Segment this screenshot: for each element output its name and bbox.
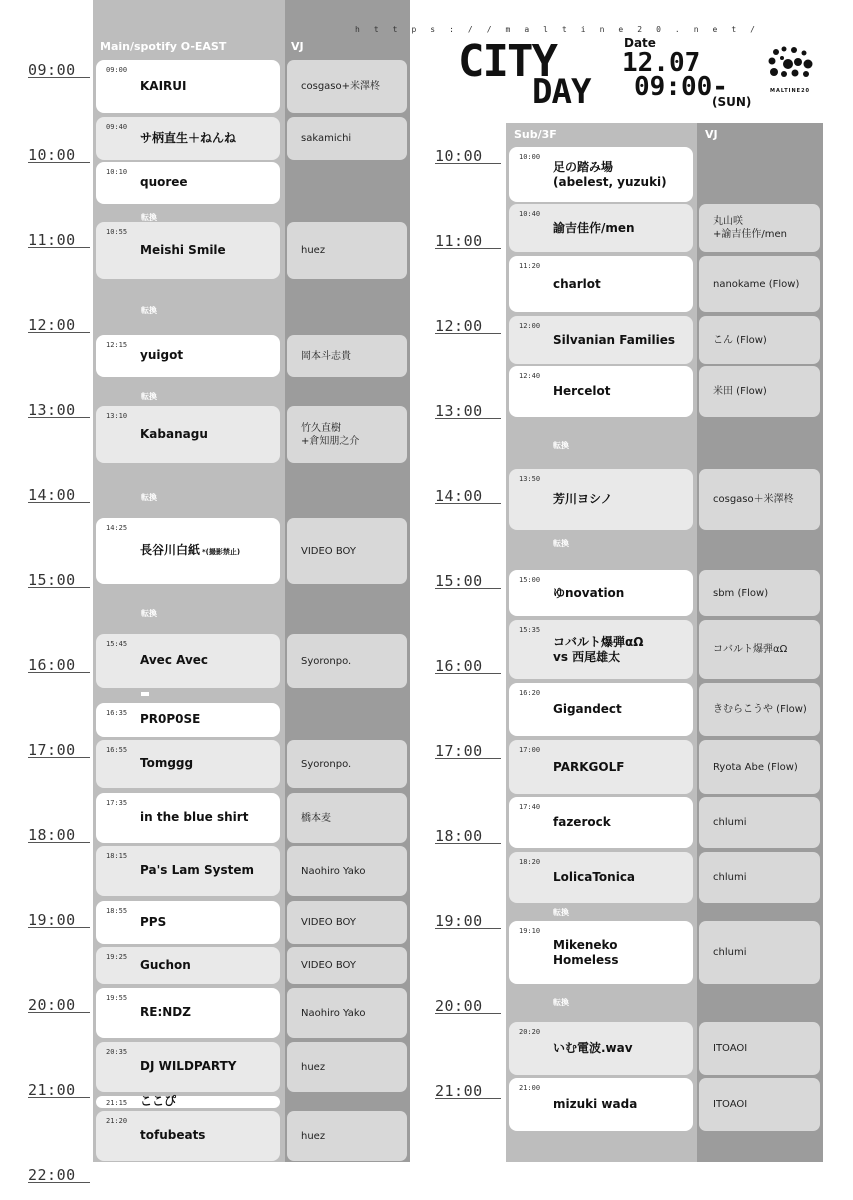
vj-card[interactable]: [699, 620, 820, 679]
slot-card[interactable]: [509, 1022, 693, 1075]
slot-time: 18:20: [519, 858, 541, 866]
vj-card[interactable]: [699, 852, 820, 903]
slot-card[interactable]: [509, 921, 693, 984]
slot-time: 17:00: [519, 746, 541, 754]
vj-card[interactable]: [287, 1111, 407, 1161]
vj-name: きむらこうや (Flow): [713, 704, 807, 715]
slot-card[interactable]: [509, 256, 693, 312]
slot-time: 15:35: [519, 626, 541, 634]
changeover-label: 転換: [141, 609, 157, 618]
slot-card[interactable]: [509, 204, 693, 252]
slot-time: 15:00: [519, 576, 541, 584]
slot-card[interactable]: [509, 683, 693, 736]
artist-name: 諭吉佳作/men: [553, 220, 635, 235]
slot-card[interactable]: [509, 852, 693, 903]
artist-name: Tomggg: [140, 756, 194, 770]
vj-name: Naohiro Yako: [301, 1007, 366, 1019]
slot-time: 20:20: [519, 1028, 541, 1036]
maltine-logo: [762, 44, 822, 88]
vj-card[interactable]: [287, 406, 407, 463]
slot-time: 16:20: [519, 689, 541, 697]
artist-name: ゆnovation: [553, 585, 625, 600]
vj-card[interactable]: [699, 921, 820, 984]
sub-vj-title: VJ: [705, 128, 718, 141]
slot-card[interactable]: [96, 335, 280, 377]
vj-name: VIDEO BOY: [301, 960, 356, 971]
hour-label: 17:00: [28, 741, 76, 759]
vj-card[interactable]: [699, 570, 820, 616]
slot-card[interactable]: [509, 740, 693, 794]
slot-time: 12:15: [106, 341, 128, 349]
event-time: 09:00-: [634, 72, 728, 102]
artist-name: Meishi Smile: [140, 242, 226, 257]
artist-name: コバルト爆弾αΩ vs 西尾雄太: [553, 634, 644, 664]
slot-time: 21:00: [519, 1084, 541, 1092]
hour-label: 18:00: [435, 827, 483, 845]
hour-label: 11:00: [28, 231, 76, 249]
vj-name: Syoronpo.: [301, 758, 352, 770]
slot-time: 16:55: [106, 746, 128, 754]
vj-name: VIDEO BOY: [301, 917, 356, 928]
vj-name: cosgaso+米澤柊: [301, 81, 381, 92]
main-stage-title: Main/spotify O-EAST: [100, 40, 227, 53]
artist-name: 足の踏み場 (abelest, yuzuki): [553, 159, 667, 189]
vj-name: VIDEO BOY: [301, 545, 356, 557]
vj-name: sbm (Flow): [713, 587, 769, 599]
vj-card[interactable]: [287, 1042, 407, 1092]
slot-card[interactable]: [96, 846, 280, 896]
vj-name: chlumi: [713, 872, 747, 883]
artist-name: KAIRUI: [140, 78, 187, 93]
slot-card[interactable]: [509, 620, 693, 679]
vj-name: huez: [301, 245, 326, 256]
changeover-label: 転換: [141, 493, 157, 502]
artist-name: Guchon: [140, 957, 191, 972]
hour-label: 12:00: [435, 317, 483, 335]
slot-card[interactable]: [96, 222, 280, 279]
hour-label: 18:00: [28, 826, 76, 844]
hour-label: 11:00: [435, 232, 483, 250]
hour-label: 20:00: [28, 996, 76, 1014]
slot-card[interactable]: [96, 1111, 280, 1161]
slot-card[interactable]: [96, 988, 280, 1038]
slot-time: 17:35: [106, 799, 128, 807]
vj-card[interactable]: [287, 740, 407, 788]
event-weekday: (SUN): [712, 95, 752, 109]
slot-time: 13:10: [106, 412, 128, 420]
date-label: Date: [624, 36, 656, 50]
slot-card[interactable]: [96, 901, 280, 944]
slot-card[interactable]: [509, 366, 693, 417]
slot-card[interactable]: [96, 634, 280, 688]
slot-time: 14:25: [106, 524, 128, 532]
artist-name: PARKGOLF: [553, 759, 625, 774]
hour-label: 15:00: [28, 571, 76, 589]
artist-name: fazerock: [553, 815, 611, 829]
artist-name: mizuki wada: [553, 1097, 638, 1111]
vj-card[interactable]: [699, 469, 820, 530]
artist-name: in the blue shirt: [140, 810, 249, 824]
artist-name: LolicaTonica: [553, 870, 636, 884]
changeover-label: 転換: [553, 998, 569, 1007]
hour-label: 10:00: [435, 147, 483, 165]
artist-name: サ柄直生＋ねんね: [140, 130, 237, 145]
slot-time: 19:55: [106, 994, 128, 1002]
vj-name: Ryota Abe (Flow): [713, 761, 798, 773]
vj-name: nanokame (Flow): [713, 278, 800, 290]
site-url: https://maltine20.net/: [355, 25, 769, 34]
hour-label: 13:00: [28, 401, 76, 419]
vj-card[interactable]: [699, 204, 820, 252]
slot-card[interactable]: [96, 793, 280, 843]
changeover-label: 転換: [141, 306, 157, 315]
slot-card[interactable]: [509, 469, 693, 530]
slot-card[interactable]: [96, 406, 280, 463]
hour-label: 16:00: [435, 657, 483, 675]
vj-card[interactable]: [699, 1022, 820, 1075]
vj-card[interactable]: [287, 117, 407, 160]
slot-card[interactable]: [509, 797, 693, 848]
vj-name: 橋本麦: [301, 812, 331, 824]
changeover-label: 転換: [141, 392, 157, 401]
artist-name: DJ WILDPARTY: [140, 1059, 237, 1073]
slot-card[interactable]: [509, 570, 693, 616]
artist-name: Silvanian Families: [553, 332, 675, 347]
hour-label: 20:00: [435, 997, 483, 1015]
vj-name: Naohiro Yako: [301, 865, 366, 877]
vj-name: コバルト爆弾αΩ: [713, 644, 788, 655]
vj-name: chlumi: [713, 817, 747, 828]
slot-card[interactable]: [96, 740, 280, 788]
vj-card[interactable]: [287, 335, 407, 377]
vj-card[interactable]: [287, 222, 407, 279]
hour-label: 16:00: [28, 656, 76, 674]
vj-name: huez: [301, 1061, 326, 1073]
vj-card[interactable]: [699, 740, 820, 794]
artist-name: Mikeneko Homeless: [553, 937, 619, 967]
hour-label: 21:00: [28, 1081, 76, 1099]
hour-label: 19:00: [28, 911, 76, 929]
slot-time: 09:00: [106, 66, 128, 74]
vj-name: 丸山咲 +諭吉佳作/men: [713, 216, 787, 240]
slot-time: 20:35: [106, 1048, 128, 1056]
vj-name: sakamichi: [301, 133, 352, 144]
slot-time: 18:15: [106, 852, 128, 860]
changeover-marker: [141, 692, 149, 696]
slot-card[interactable]: [96, 60, 280, 113]
hour-label: 09:00: [28, 61, 76, 79]
changeover-label: 転換: [141, 213, 157, 222]
slot-time: 13:50: [519, 475, 541, 483]
artist-name: tofubeats: [140, 1128, 206, 1142]
vj-card[interactable]: [287, 634, 407, 688]
artist-name: 長谷川白紙 *(撮影禁止): [140, 543, 241, 557]
hour-label: 13:00: [435, 402, 483, 420]
vj-card[interactable]: [699, 316, 820, 364]
hour-label: 14:00: [435, 487, 483, 505]
vj-card[interactable]: [699, 256, 820, 312]
slot-card[interactable]: [509, 316, 693, 364]
slot-card[interactable]: [96, 947, 280, 984]
vj-card[interactable]: [699, 797, 820, 848]
hour-label: 22:00: [28, 1166, 76, 1184]
vj-name: こん (Flow): [713, 334, 767, 346]
vj-card[interactable]: [699, 683, 820, 736]
artist-name: quoree: [140, 175, 188, 189]
slot-time: 21:15: [106, 1099, 128, 1107]
vj-name: 竹久直樹 +倉知朋之介: [301, 422, 360, 447]
slot-card[interactable]: [96, 117, 280, 160]
hour-label: 14:00: [28, 486, 76, 504]
artist-name: charlot: [553, 276, 601, 291]
event-date: 12.07: [622, 48, 701, 78]
artist-name: Avec Avec: [140, 653, 209, 667]
changeover-label: 転換: [553, 908, 569, 917]
hour-label: 10:00: [28, 146, 76, 164]
slot-card[interactable]: [96, 1096, 280, 1108]
vj-card[interactable]: [287, 901, 407, 944]
vj-card[interactable]: [699, 366, 820, 417]
sub-stage-title: Sub/3F: [514, 128, 557, 141]
vj-name: huez: [301, 1130, 326, 1142]
vj-card[interactable]: [287, 846, 407, 896]
hour-label: 12:00: [28, 316, 76, 334]
artist-name: PPS: [140, 914, 167, 929]
hour-label: 15:00: [435, 572, 483, 590]
slot-time: 10:55: [106, 228, 128, 236]
title-day: DAY: [532, 72, 591, 112]
artist-name: いむ電波.wav: [553, 1041, 633, 1055]
main-vj-title: VJ: [291, 40, 304, 53]
artist-name: 芳川ヨシノ: [553, 492, 613, 506]
slot-card[interactable]: [509, 147, 693, 202]
slot-time: 10:00: [519, 153, 541, 161]
slot-time: 12:40: [519, 372, 541, 380]
slot-time: 17:40: [519, 803, 541, 811]
artist-name: yuigot: [140, 348, 184, 362]
hour-label: 21:00: [435, 1082, 483, 1100]
vj-card[interactable]: [287, 60, 407, 113]
slot-time: 12:00: [519, 322, 541, 330]
vj-name: Syoronpo.: [301, 655, 352, 667]
vj-card[interactable]: [287, 947, 407, 984]
artist-note: *(撮影禁止): [202, 548, 241, 556]
vj-name: ITOAOI: [713, 1099, 748, 1110]
slot-time: 11:20: [519, 262, 541, 270]
artist-name: RE:NDZ: [140, 1005, 191, 1019]
slot-time: 09:40: [106, 123, 128, 131]
slot-time: 10:40: [519, 210, 541, 218]
title-city: CITY: [458, 36, 556, 87]
artist-name: Pa's Lam System: [140, 863, 254, 877]
vj-name: ITOAOI: [713, 1043, 748, 1054]
slot-time: 21:20: [106, 1117, 128, 1125]
artist-name: PR0P0SE: [140, 712, 201, 726]
slot-time: 16:35: [106, 709, 128, 717]
artist-name: Hercelot: [553, 384, 611, 398]
artist-name: Gigandect: [553, 702, 622, 716]
vj-name: 岡本斗志貴: [301, 350, 351, 362]
slot-card[interactable]: [96, 518, 280, 584]
slot-card[interactable]: [509, 1078, 693, 1131]
vj-name: chlumi: [713, 947, 747, 958]
changeover-label: 転換: [553, 441, 569, 450]
vj-card[interactable]: [287, 518, 407, 584]
slot-card[interactable]: [96, 162, 280, 204]
vj-card[interactable]: [287, 988, 407, 1038]
slot-time: 19:10: [519, 927, 541, 935]
vj-card[interactable]: [287, 793, 407, 843]
slot-card[interactable]: [96, 1042, 280, 1092]
hour-label: 17:00: [435, 742, 483, 760]
vj-card[interactable]: [699, 1078, 820, 1131]
artist-name: ここぴ: [140, 1094, 177, 1108]
logo-text: MALTINE20: [770, 88, 811, 94]
slot-time: 15:45: [106, 640, 128, 648]
vj-name: cosgaso＋米澤柊: [713, 494, 794, 505]
hour-label: 19:00: [435, 912, 483, 930]
slot-time: 18:55: [106, 907, 128, 915]
artist-name: Kabanagu: [140, 426, 208, 441]
changeover-label: 転換: [553, 539, 569, 548]
slot-time: 10:10: [106, 168, 128, 176]
slot-card[interactable]: [96, 703, 280, 737]
slot-time: 19:25: [106, 953, 128, 961]
vj-name: 米田 (Flow): [713, 386, 767, 397]
